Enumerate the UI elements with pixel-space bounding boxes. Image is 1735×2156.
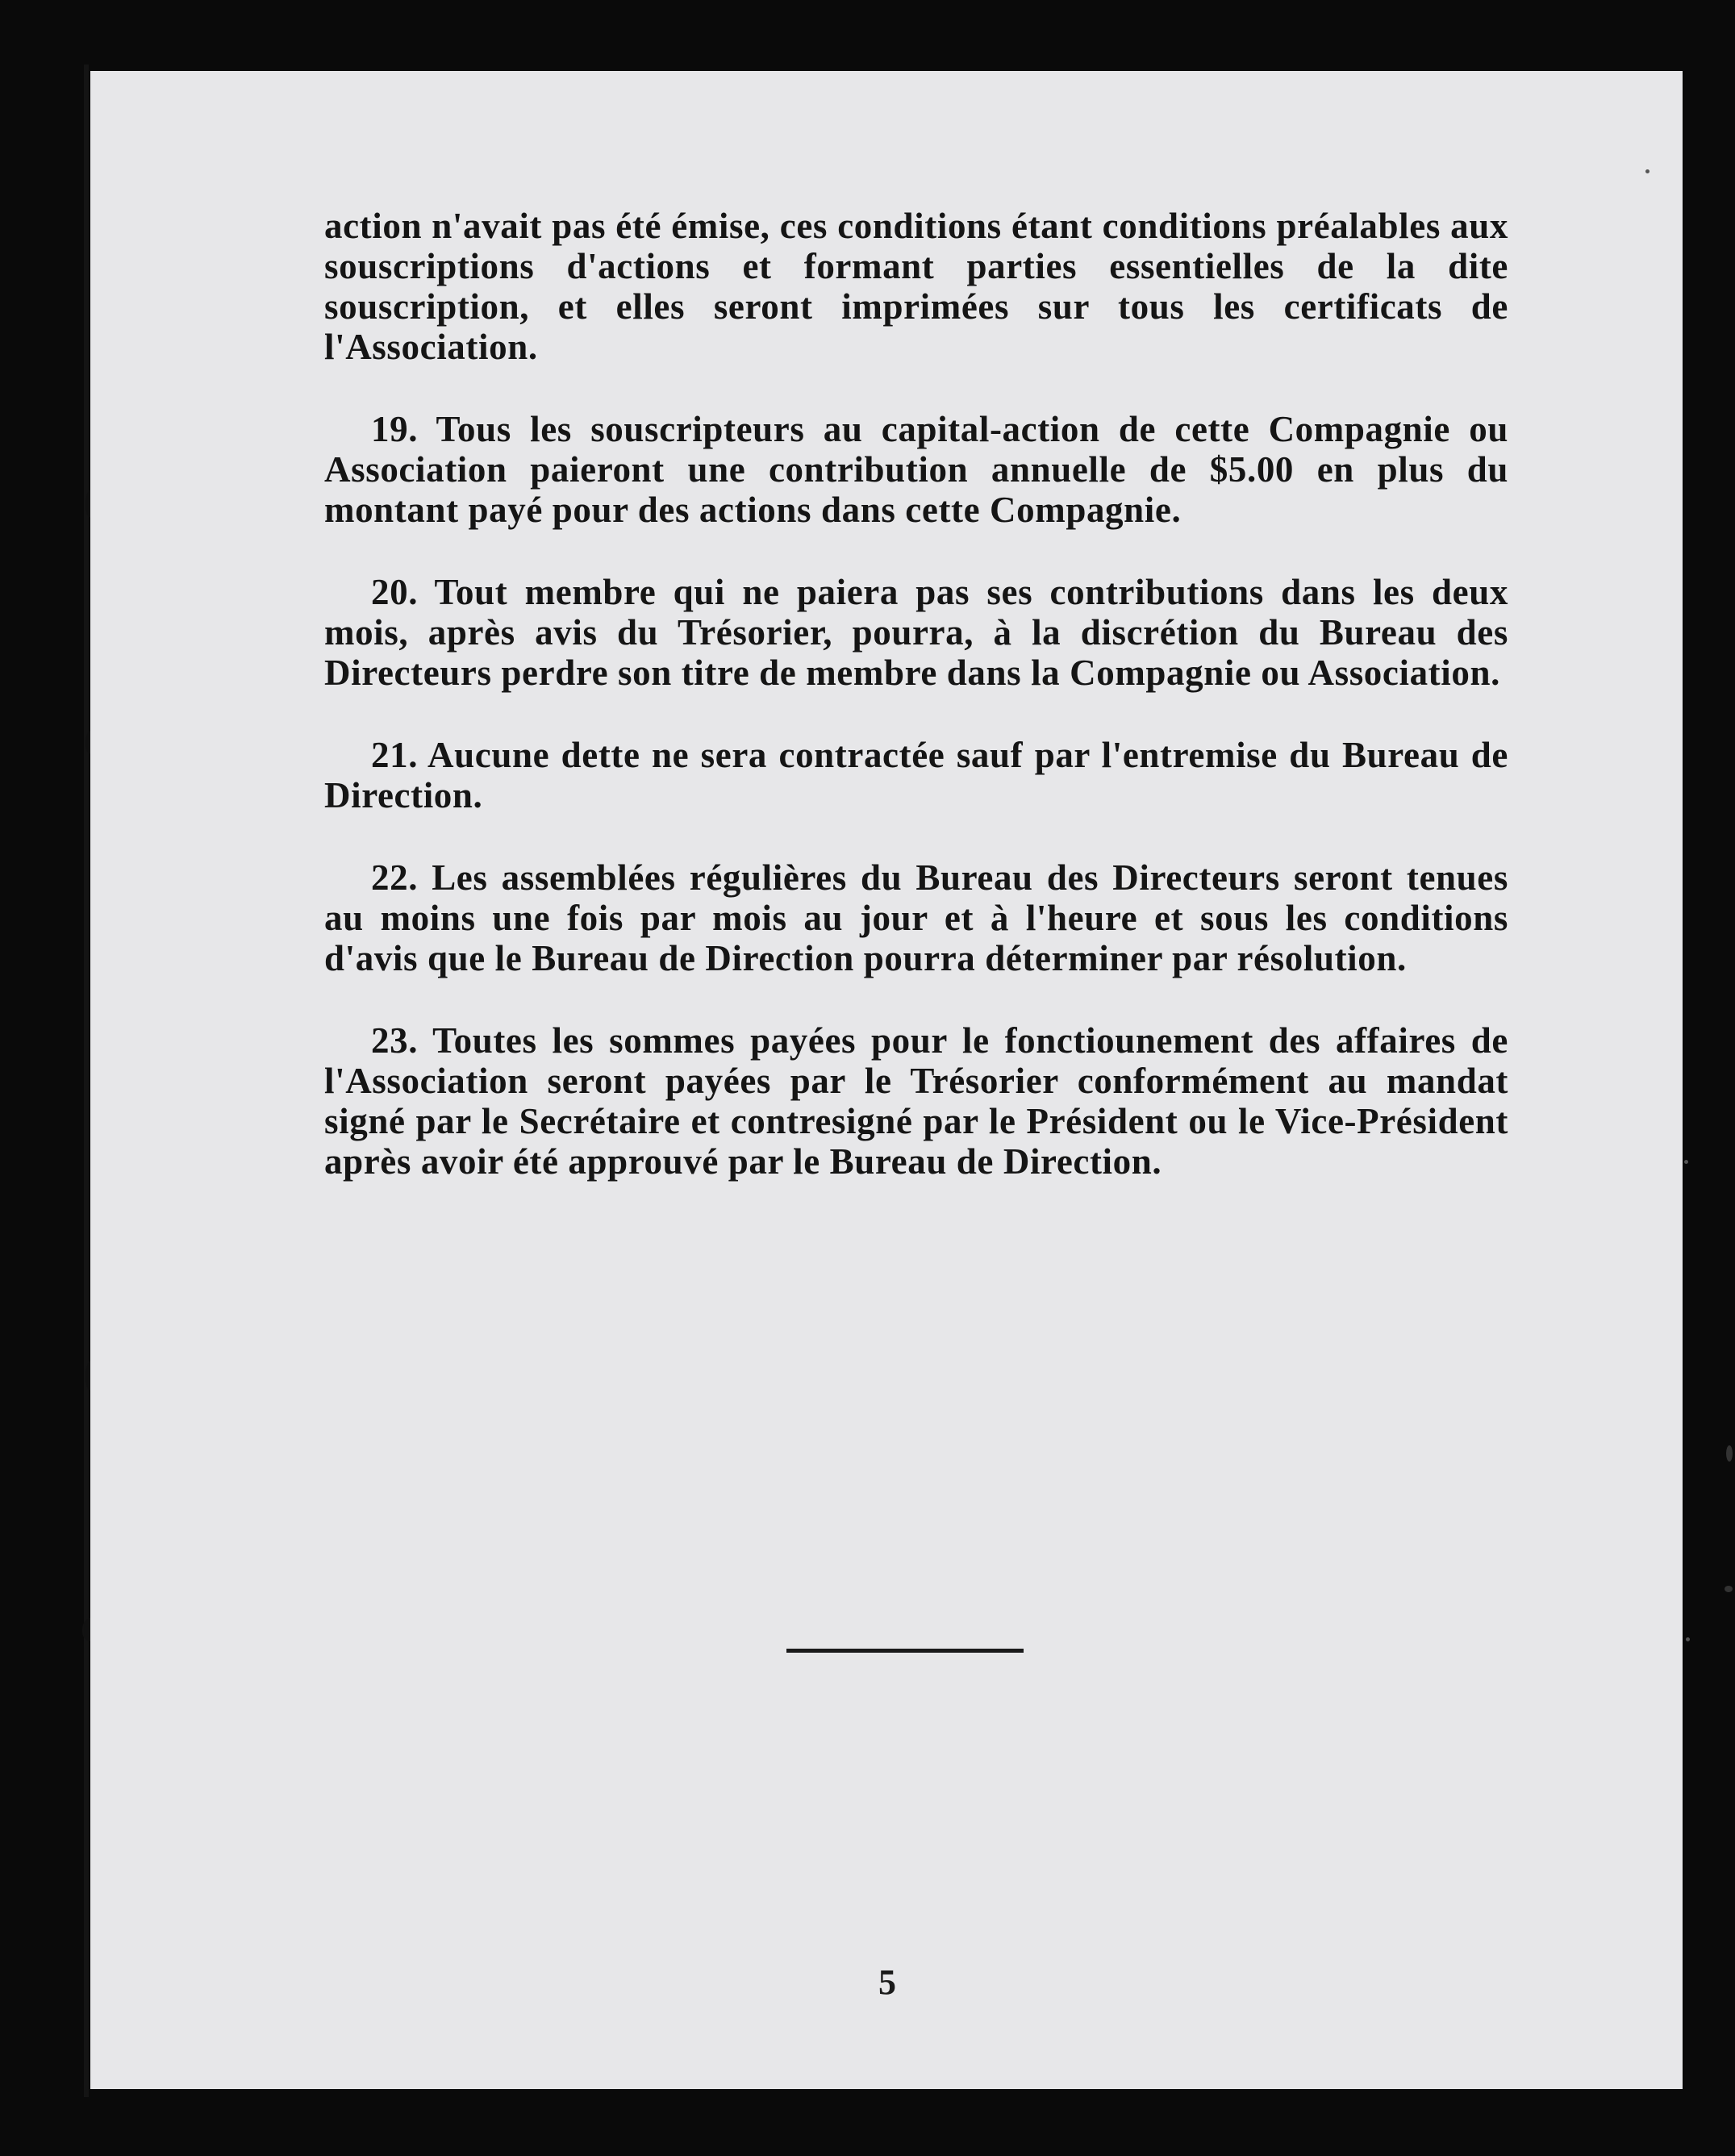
scan-speck [1726, 1445, 1733, 1462]
scan-speck [1686, 1637, 1690, 1641]
scan-speck [1725, 1586, 1733, 1592]
continuation-paragraph: action n'avait pas été émise, ces conditions étant conditions préalables aux souscriptions d'actions et formant parties essentielles de la dite souscription, et elles seront imprimées sur tous les certificats de l'Association. [324, 206, 1508, 367]
clause-22: 22. Les assemblées régulières du Bureau des Directeurs seront tenues au moins une fois par mois au jour et à l'heure et sous les conditions d'avis que le Bureau de Direction pourra déterminer par résolution. [324, 857, 1508, 978]
scan-speck [1645, 169, 1650, 173]
page-number: 5 [878, 1962, 896, 2002]
scan-speck [1684, 1160, 1688, 1164]
clause-19: 19. Tous les souscripteurs au capital-action de cette Compagnie ou Association paieront une contribution annuelle de $5.00 en plus du montant payé pour des actions dans cette Compagnie. [324, 409, 1508, 530]
clause-23: 23. Toutes les sommes payées pour le fonctiounement des affaires de l'Association seront payées par le Trésorier conformément au mandat signé par le Secrétaire et contresigné par le Président ou le Vice-Président après avoir été approuvé par le Bureau de Direction. [324, 1020, 1508, 1182]
binding-gutter-line [84, 65, 89, 2097]
section-end-rule [786, 1649, 1024, 1653]
clause-21: 21. Aucune dette ne sera contractée sauf par l'entremise du Bureau de Direction. [324, 735, 1508, 815]
document-body [324, 206, 1508, 1224]
clause-20: 20. Tout membre qui ne paiera pas ses contributions dans les deux mois, après avis du Trésorier, pourra, à la discrétion du Bureau des Directeurs perdre son titre de membre dans la Compagnie ou Association. [324, 572, 1508, 693]
